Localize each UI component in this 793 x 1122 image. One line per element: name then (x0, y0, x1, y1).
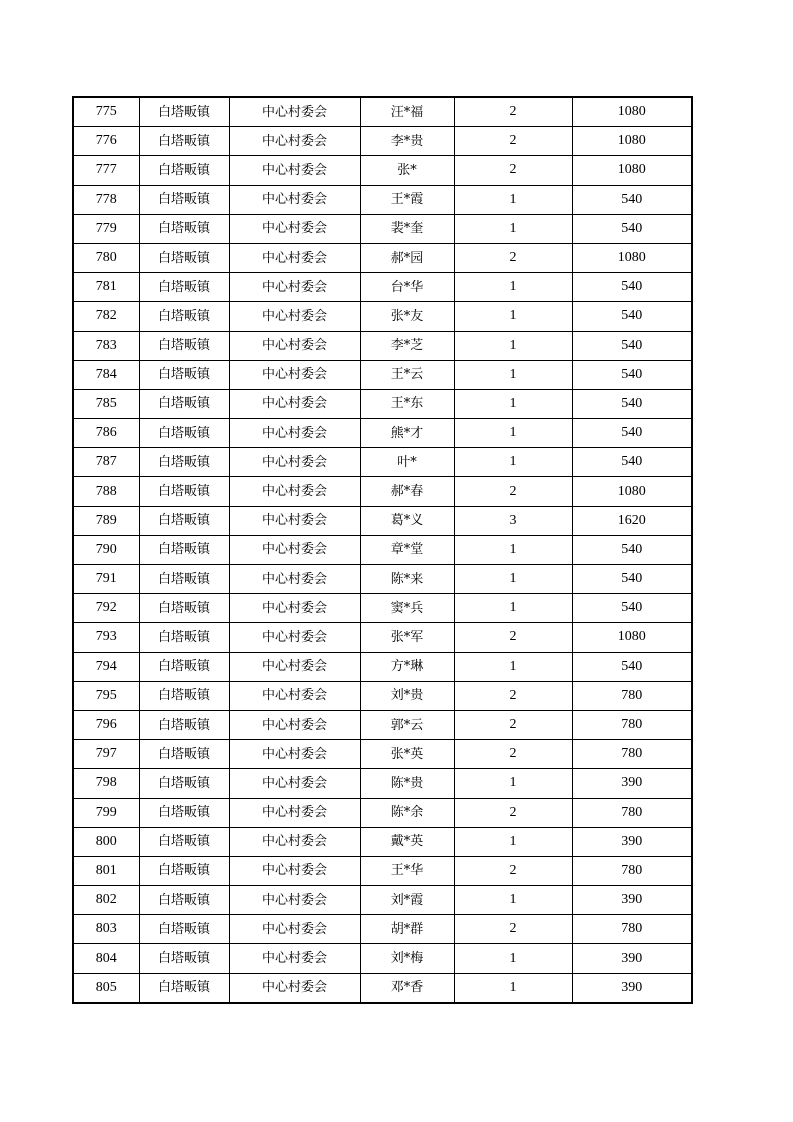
person-name-cell: 王*华 (360, 856, 454, 885)
town-cell: 白塔畈镇 (139, 97, 229, 127)
person-name-cell: 陈*贵 (360, 769, 454, 798)
village-committee-cell: 中心村委会 (229, 185, 360, 214)
table-row (73, 915, 692, 944)
town-cell: 白塔畈镇 (139, 740, 229, 769)
person-name-cell: 胡*群 (360, 915, 454, 944)
village-committee-cell: 中心村委会 (229, 915, 360, 944)
person-name-cell: 葛*义 (360, 506, 454, 535)
table-row (73, 769, 692, 798)
row-number-cell: 800 (73, 827, 139, 856)
table-row (73, 214, 692, 243)
person-count-cell: 1 (454, 331, 572, 360)
person-count-cell: 1 (454, 302, 572, 331)
person-count-cell: 2 (454, 681, 572, 710)
person-name-cell: 王*霞 (360, 185, 454, 214)
amount-cell: 540 (572, 448, 692, 477)
amount-cell: 540 (572, 185, 692, 214)
person-name-cell: 台*华 (360, 273, 454, 302)
person-count-cell: 1 (454, 886, 572, 915)
table-row (73, 97, 692, 127)
amount-cell: 780 (572, 915, 692, 944)
amount-cell: 1080 (572, 127, 692, 156)
village-committee-cell: 中心村委会 (229, 740, 360, 769)
amount-cell: 1080 (572, 243, 692, 272)
table-row (73, 243, 692, 272)
person-count-cell: 1 (454, 389, 572, 418)
village-committee-cell: 中心村委会 (229, 214, 360, 243)
table-row (73, 973, 692, 1003)
town-cell: 白塔畈镇 (139, 331, 229, 360)
person-name-cell: 刘*梅 (360, 944, 454, 973)
town-cell: 白塔畈镇 (139, 827, 229, 856)
amount-cell: 540 (572, 273, 692, 302)
person-count-cell: 1 (454, 565, 572, 594)
amount-cell: 540 (572, 419, 692, 448)
table-row (73, 740, 692, 769)
row-number-cell: 776 (73, 127, 139, 156)
village-committee-cell: 中心村委会 (229, 506, 360, 535)
amount-cell: 540 (572, 302, 692, 331)
row-number-cell: 775 (73, 97, 139, 127)
table-row (73, 448, 692, 477)
person-count-cell: 2 (454, 156, 572, 185)
village-committee-cell: 中心村委会 (229, 535, 360, 564)
town-cell: 白塔畈镇 (139, 710, 229, 739)
person-name-cell: 汪*福 (360, 97, 454, 127)
person-count-cell: 2 (454, 856, 572, 885)
village-committee-cell: 中心村委会 (229, 944, 360, 973)
village-committee-cell: 中心村委会 (229, 331, 360, 360)
town-cell: 白塔畈镇 (139, 652, 229, 681)
town-cell: 白塔畈镇 (139, 448, 229, 477)
person-name-cell: 王*云 (360, 360, 454, 389)
person-count-cell: 2 (454, 710, 572, 739)
table-row (73, 535, 692, 564)
person-name-cell: 郝*春 (360, 477, 454, 506)
person-name-cell: 戴*英 (360, 827, 454, 856)
table-row (73, 506, 692, 535)
person-count-cell: 2 (454, 623, 572, 652)
row-number-cell: 779 (73, 214, 139, 243)
person-name-cell: 叶* (360, 448, 454, 477)
person-count-cell: 2 (454, 798, 572, 827)
village-committee-cell: 中心村委会 (229, 769, 360, 798)
person-count-cell: 3 (454, 506, 572, 535)
row-number-cell: 802 (73, 886, 139, 915)
row-number-cell: 798 (73, 769, 139, 798)
person-count-cell: 1 (454, 652, 572, 681)
amount-cell: 1080 (572, 623, 692, 652)
village-committee-cell: 中心村委会 (229, 302, 360, 331)
town-cell: 白塔畈镇 (139, 769, 229, 798)
row-number-cell: 787 (73, 448, 139, 477)
village-committee-cell: 中心村委会 (229, 477, 360, 506)
person-name-cell: 裴*奎 (360, 214, 454, 243)
town-cell: 白塔畈镇 (139, 535, 229, 564)
person-count-cell: 2 (454, 127, 572, 156)
village-committee-cell: 中心村委会 (229, 886, 360, 915)
person-name-cell: 陈*余 (360, 798, 454, 827)
person-count-cell: 1 (454, 360, 572, 389)
amount-cell: 780 (572, 856, 692, 885)
row-number-cell: 781 (73, 273, 139, 302)
amount-cell: 780 (572, 798, 692, 827)
town-cell: 白塔畈镇 (139, 856, 229, 885)
village-committee-cell: 中心村委会 (229, 681, 360, 710)
village-committee-cell: 中心村委会 (229, 389, 360, 418)
town-cell: 白塔畈镇 (139, 477, 229, 506)
village-committee-cell: 中心村委会 (229, 127, 360, 156)
row-number-cell: 784 (73, 360, 139, 389)
person-count-cell: 2 (454, 477, 572, 506)
person-name-cell: 王*东 (360, 389, 454, 418)
person-count-cell: 1 (454, 535, 572, 564)
row-number-cell: 790 (73, 535, 139, 564)
table-row (73, 652, 692, 681)
amount-cell: 540 (572, 389, 692, 418)
table-row (73, 856, 692, 885)
row-number-cell: 783 (73, 331, 139, 360)
amount-cell: 780 (572, 710, 692, 739)
town-cell: 白塔畈镇 (139, 798, 229, 827)
row-number-cell: 782 (73, 302, 139, 331)
town-cell: 白塔畈镇 (139, 944, 229, 973)
town-cell: 白塔畈镇 (139, 594, 229, 623)
table-row (73, 827, 692, 856)
amount-cell: 540 (572, 535, 692, 564)
row-number-cell: 805 (73, 973, 139, 1003)
amount-cell: 390 (572, 769, 692, 798)
town-cell: 白塔畈镇 (139, 360, 229, 389)
person-count-cell: 1 (454, 214, 572, 243)
person-name-cell: 熊*才 (360, 419, 454, 448)
table-row (73, 623, 692, 652)
person-name-cell: 章*堂 (360, 535, 454, 564)
person-count-cell: 1 (454, 419, 572, 448)
village-committee-cell: 中心村委会 (229, 97, 360, 127)
village-committee-cell: 中心村委会 (229, 710, 360, 739)
person-name-cell: 刘*霞 (360, 886, 454, 915)
village-committee-cell: 中心村委会 (229, 798, 360, 827)
row-number-cell: 803 (73, 915, 139, 944)
person-name-cell: 陈*来 (360, 565, 454, 594)
table-body (73, 97, 692, 1003)
amount-cell: 390 (572, 944, 692, 973)
row-number-cell: 780 (73, 243, 139, 272)
amount-cell: 390 (572, 886, 692, 915)
amount-cell: 780 (572, 681, 692, 710)
town-cell: 白塔畈镇 (139, 973, 229, 1003)
table-row (73, 389, 692, 418)
amount-cell: 540 (572, 565, 692, 594)
table-row (73, 944, 692, 973)
person-name-cell: 邓*香 (360, 973, 454, 1003)
village-committee-cell: 中心村委会 (229, 273, 360, 302)
beneficiary-table (72, 96, 693, 1004)
person-count-cell: 1 (454, 594, 572, 623)
row-number-cell: 785 (73, 389, 139, 418)
village-committee-cell: 中心村委会 (229, 856, 360, 885)
village-committee-cell: 中心村委会 (229, 827, 360, 856)
town-cell: 白塔畈镇 (139, 915, 229, 944)
town-cell: 白塔畈镇 (139, 302, 229, 331)
town-cell: 白塔畈镇 (139, 127, 229, 156)
table-row (73, 594, 692, 623)
row-number-cell: 777 (73, 156, 139, 185)
row-number-cell: 778 (73, 185, 139, 214)
amount-cell: 540 (572, 594, 692, 623)
table-row (73, 477, 692, 506)
amount-cell: 390 (572, 827, 692, 856)
person-count-cell: 2 (454, 243, 572, 272)
row-number-cell: 789 (73, 506, 139, 535)
person-name-cell: 张*军 (360, 623, 454, 652)
village-committee-cell: 中心村委会 (229, 652, 360, 681)
person-name-cell: 窦*兵 (360, 594, 454, 623)
row-number-cell: 793 (73, 623, 139, 652)
row-number-cell: 794 (73, 652, 139, 681)
town-cell: 白塔畈镇 (139, 506, 229, 535)
table-row (73, 681, 692, 710)
village-committee-cell: 中心村委会 (229, 243, 360, 272)
person-name-cell: 张* (360, 156, 454, 185)
village-committee-cell: 中心村委会 (229, 623, 360, 652)
table-row (73, 565, 692, 594)
town-cell: 白塔畈镇 (139, 419, 229, 448)
row-number-cell: 797 (73, 740, 139, 769)
town-cell: 白塔畈镇 (139, 214, 229, 243)
amount-cell: 1080 (572, 156, 692, 185)
table-row (73, 710, 692, 739)
person-count-cell: 1 (454, 827, 572, 856)
row-number-cell: 799 (73, 798, 139, 827)
table-row (73, 886, 692, 915)
amount-cell: 540 (572, 331, 692, 360)
person-name-cell: 张*友 (360, 302, 454, 331)
amount-cell: 540 (572, 652, 692, 681)
table-row (73, 273, 692, 302)
village-committee-cell: 中心村委会 (229, 360, 360, 389)
table-row (73, 419, 692, 448)
person-count-cell: 1 (454, 769, 572, 798)
village-committee-cell: 中心村委会 (229, 419, 360, 448)
person-count-cell: 1 (454, 185, 572, 214)
row-number-cell: 796 (73, 710, 139, 739)
person-count-cell: 2 (454, 740, 572, 769)
person-name-cell: 刘*贵 (360, 681, 454, 710)
person-count-cell: 1 (454, 944, 572, 973)
village-committee-cell: 中心村委会 (229, 448, 360, 477)
town-cell: 白塔畈镇 (139, 389, 229, 418)
table-row (73, 798, 692, 827)
person-name-cell: 郭*云 (360, 710, 454, 739)
table-row (73, 185, 692, 214)
table-row (73, 127, 692, 156)
row-number-cell: 786 (73, 419, 139, 448)
person-name-cell: 李*贵 (360, 127, 454, 156)
person-count-cell: 1 (454, 273, 572, 302)
person-name-cell: 李*芝 (360, 331, 454, 360)
town-cell: 白塔畈镇 (139, 185, 229, 214)
table-row (73, 360, 692, 389)
person-count-cell: 2 (454, 97, 572, 127)
amount-cell: 1620 (572, 506, 692, 535)
town-cell: 白塔畈镇 (139, 886, 229, 915)
table-row (73, 156, 692, 185)
town-cell: 白塔畈镇 (139, 156, 229, 185)
row-number-cell: 804 (73, 944, 139, 973)
person-name-cell: 郝*园 (360, 243, 454, 272)
town-cell: 白塔畈镇 (139, 681, 229, 710)
town-cell: 白塔畈镇 (139, 623, 229, 652)
amount-cell: 540 (572, 214, 692, 243)
town-cell: 白塔畈镇 (139, 243, 229, 272)
person-name-cell: 方*琳 (360, 652, 454, 681)
village-committee-cell: 中心村委会 (229, 565, 360, 594)
row-number-cell: 792 (73, 594, 139, 623)
table-row (73, 302, 692, 331)
village-committee-cell: 中心村委会 (229, 156, 360, 185)
amount-cell: 390 (572, 973, 692, 1003)
person-name-cell: 张*英 (360, 740, 454, 769)
person-count-cell: 1 (454, 973, 572, 1003)
amount-cell: 780 (572, 740, 692, 769)
town-cell: 白塔畈镇 (139, 565, 229, 594)
row-number-cell: 788 (73, 477, 139, 506)
row-number-cell: 795 (73, 681, 139, 710)
amount-cell: 1080 (572, 97, 692, 127)
row-number-cell: 791 (73, 565, 139, 594)
amount-cell: 540 (572, 360, 692, 389)
person-count-cell: 2 (454, 915, 572, 944)
row-number-cell: 801 (73, 856, 139, 885)
amount-cell: 1080 (572, 477, 692, 506)
village-committee-cell: 中心村委会 (229, 973, 360, 1003)
person-count-cell: 1 (454, 448, 572, 477)
town-cell: 白塔畈镇 (139, 273, 229, 302)
table-row (73, 331, 692, 360)
village-committee-cell: 中心村委会 (229, 594, 360, 623)
